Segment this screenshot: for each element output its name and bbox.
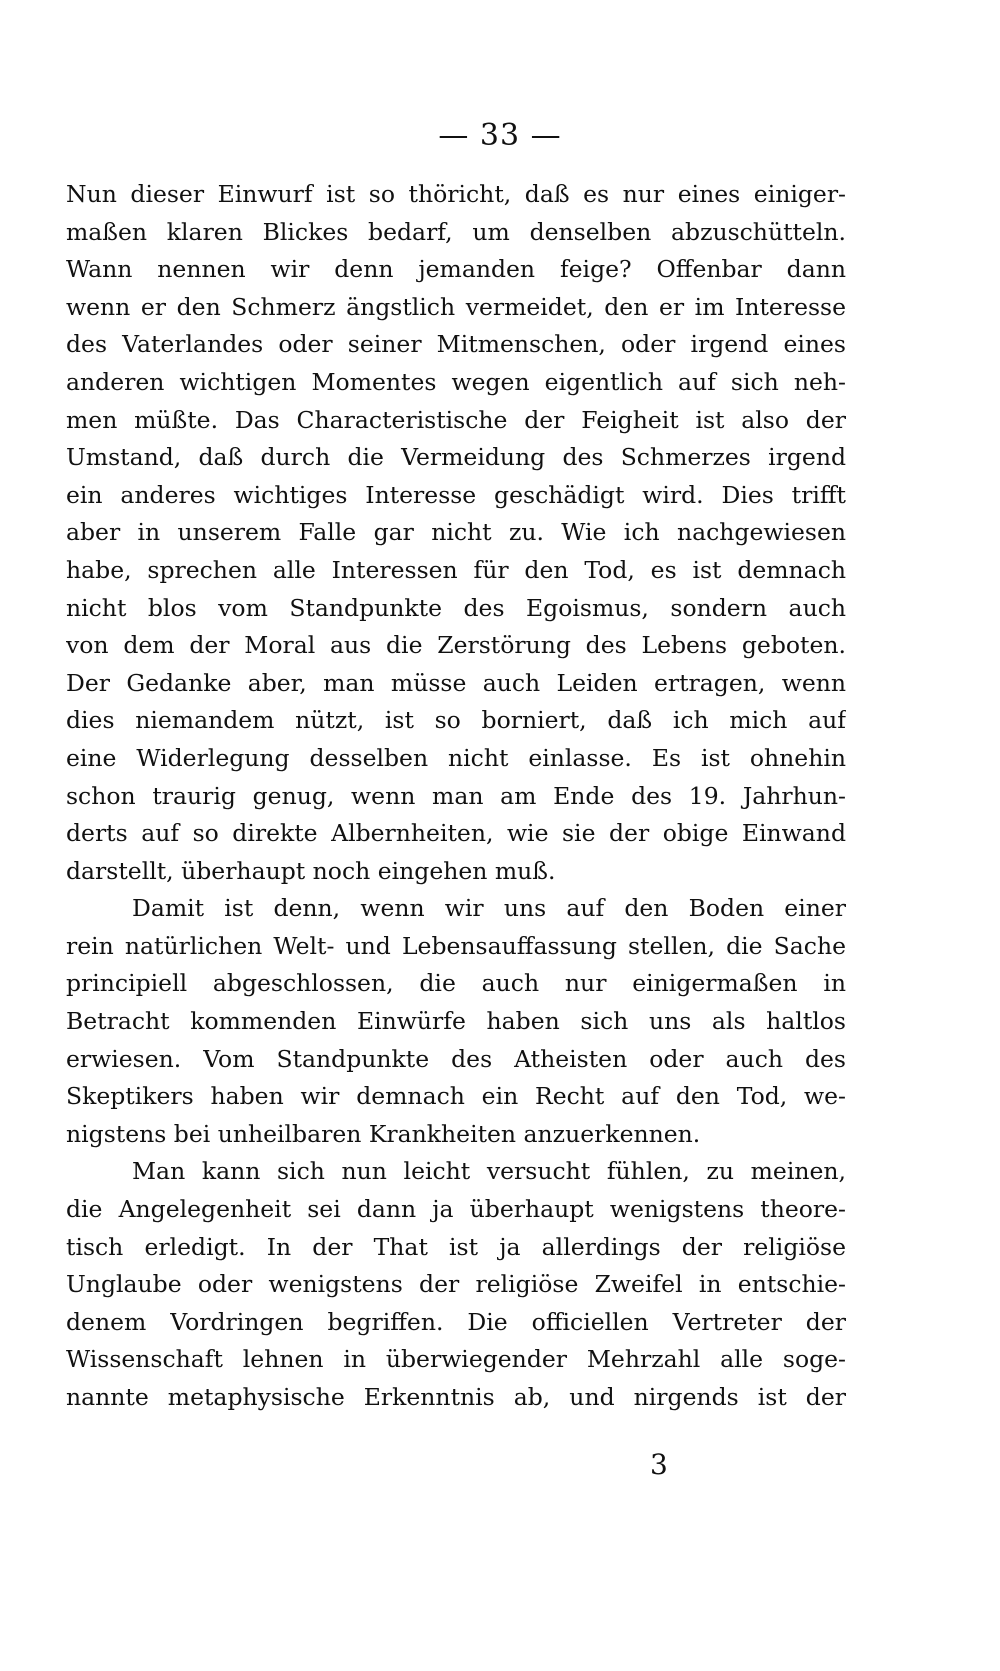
text-line: wenn er den Schmerz ängstlich vermeidet, den er im Interesse [66,292,846,321]
text-line: dies niemandem nützt, ist so borniert, daß ich mich auf [66,706,846,735]
text-line: men müßte. Das Characteristische der Feigheit ist also der [66,405,846,434]
text-line: nicht blos vom Standpunkte des Egoismus, sondern auch [66,593,846,622]
text-line: erwiesen. Vom Standpunkte des Atheisten oder auch des [66,1044,846,1073]
text-line: denem Vordringen begriffen. Die officiellen Vertreter der [66,1307,846,1336]
text-line: anderen wichtigen Momentes wegen eigentlich auf sich neh- [66,367,846,396]
text-line: die Angelegenheit sei dann ja überhaupt wenigstens theore- [66,1195,846,1224]
text-line: nannte metaphysische Erkenntnis ab, und nirgends ist der [66,1383,846,1411]
text-line: eine Widerlegung desselben nicht einlasse. Es ist ohnehin [66,743,846,772]
text-line: Unglaube oder wenigstens der religiöse Zweifel in entschie- [66,1270,846,1299]
text-line: rein natürlichen Welt- und Lebensauffassung stellen, die Sache [66,931,846,960]
body-text [66,176,846,1417]
text-line: Skeptikers haben wir demnach ein Recht auf den Tod, we- [66,1082,846,1111]
text-line: Umstand, daß durch die Vermeidung des Schmerzes irgend [66,443,846,472]
text-line: maßen klaren Blickes bedarf, um denselben abzuschütteln. [66,217,846,246]
text-line: Wann nennen wir denn jemanden feige? Offenbar dann [66,255,846,284]
text-line: Betracht kommenden Einwürfe haben sich uns als haltlos [66,1007,846,1036]
text-line: Man kann sich nun leicht versucht fühlen, zu meinen, [132,1157,846,1186]
text-line: nigstens bei unheilbaren Krankheiten anzuerkennen. [66,1119,701,1148]
text-line: tisch erledigt. In der That ist ja allerdings der religiöse [66,1232,846,1261]
text-line: ein anderes wichtiges Interesse geschädigt wird. Dies trifft [66,480,846,509]
text-line: principiell abgeschlossen, die auch nur einigermaßen in [66,969,846,998]
text-line: schon traurig genug, wenn man am Ende des 19. Jahrhun- [66,781,846,810]
text-line: aber in unserem Falle gar nicht zu. Wie ich nachgewiesen [66,518,846,547]
text-line: Damit ist denn, wenn wir uns auf den Boden einer [132,894,846,923]
text-line: Der Gedanke aber, man müsse auch Leiden ertragen, wenn [66,668,846,697]
text-line: Nun dieser Einwurf ist so thöricht, daß es nur eines einiger- [66,180,846,208]
text-line: derts auf so direkte Albernheiten, wie sie der obige Einwand [66,819,846,848]
text-line: des Vaterlandes oder seiner Mitmenschen, oder irgend eines [66,330,846,359]
text-line: darstellt, überhaupt noch eingehen muß. [66,856,556,885]
page-number: — 33 — [438,118,562,153]
signature-mark: 3 [650,1448,668,1481]
text-line: Wissenschaft lehnen in überwiegender Mehrzahl alle soge- [66,1345,846,1374]
text-line: habe, sprechen alle Interessen für den Tod, es ist demnach [66,555,846,584]
text-line: von dem der Moral aus die Zerstörung des Lebens geboten. [66,631,846,660]
